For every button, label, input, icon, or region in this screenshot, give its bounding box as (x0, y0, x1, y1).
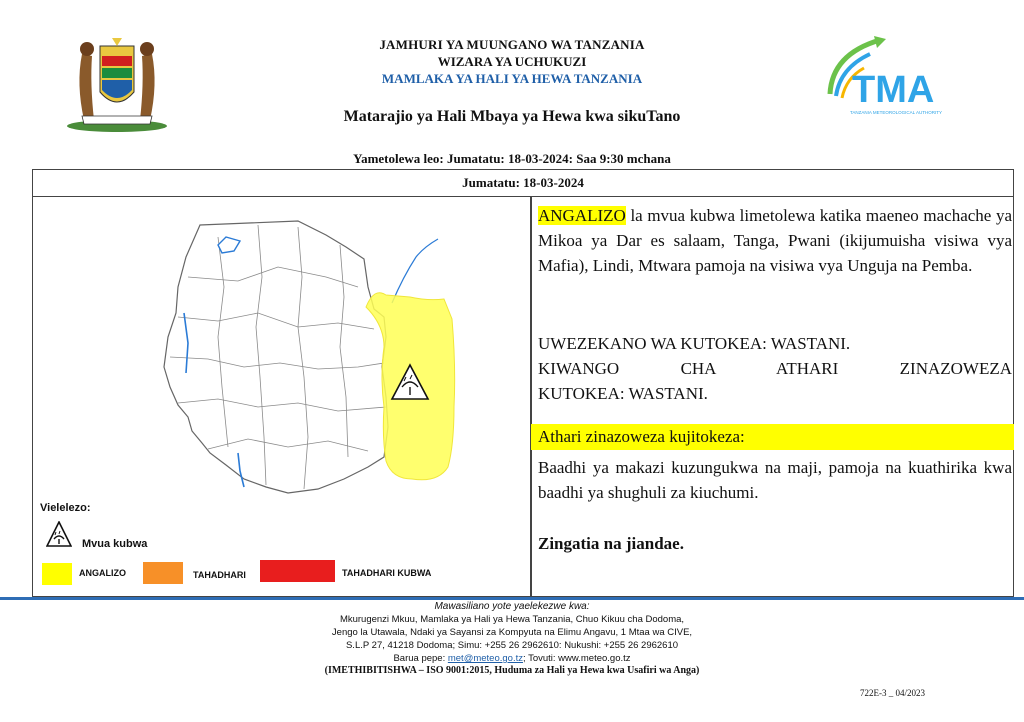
legend-angalizo-swatch (42, 563, 72, 585)
heavy-rain-icon (46, 521, 72, 547)
page-title: Matarajio ya Hali Mbaya ya Hewa kwa sikuTano (343, 108, 681, 125)
legend-tahadhari-label: TAHADHARI (193, 570, 246, 580)
angalizo-highlight: ANGALIZO (538, 206, 626, 225)
tma-logo (822, 34, 947, 124)
table-date-header: Jumatatu: 18-03-2024 (33, 170, 1013, 197)
impact-level-line2: KUTOKEA: WASTANI. (538, 384, 708, 403)
footer-address-line3: S.L.P 27, 41218 Dodoma; Simu: +255 26 2962610: Nukushi: +255 26 2962610 (345, 640, 679, 651)
closing-advice: Zingatia na jiandae. (538, 534, 684, 553)
website-text: ; Tovuti: www.meteo.go.tz (522, 653, 631, 664)
footer-intro: Mawasiliano yote yaelekezwe kwa: (434, 601, 590, 612)
tma-logo-tagline: TANZANIA METEOROLOGICAL AUTHORITY (850, 110, 943, 115)
footer-address-line1: Mkurugenzi Mkuu, Mamlaka ya Hali ya Hewa Tanzania, Chuo Kikuu cha Dodoma, (339, 614, 685, 625)
legend-heavy-rain-label: Mvua kubwa (82, 538, 148, 550)
legend-tahadhari-kubwa-swatch (260, 560, 335, 582)
tanzania-warning-map (148, 217, 468, 502)
email-label: Barua pepe: (393, 653, 448, 664)
legend-tahadhari-swatch (143, 562, 183, 584)
legend-title: Vielelezo: (40, 502, 91, 514)
form-code: 722E-3 _ 04/2023 (860, 688, 925, 698)
impacts-heading: Athari zinazoweza kujitokeza: (531, 424, 1014, 450)
legend-tahadhari-kubwa-label: TAHADHARI KUBWA (342, 568, 432, 578)
email-link[interactable]: met@meteo.go.tz (447, 653, 523, 664)
tma-logo-text: TMA (852, 69, 935, 111)
header-authority: MAMLAKA YA HALI YA HEWA TANZANIA (381, 71, 643, 86)
likelihood-text: UWEZEKANO WA KUTOKEA: WASTANI. (538, 334, 851, 353)
footer-certification: (IMETHIBITISHWA – ISO 9001:2015, Huduma za Hali ya Hewa kwa Usafiri wa Anga) (324, 665, 700, 676)
header-country: JAMHURI YA MUUNGANO WA TANZANIA (379, 37, 645, 52)
issued-date: Yametolewa leo: Jumatatu: 18-03-2024: Saa 9:30 mchana (353, 151, 671, 166)
header-ministry: WIZARA YA UCHUKUZI (437, 54, 587, 69)
legend-angalizo-label: ANGALIZO (79, 568, 126, 578)
impact-level-line1: KIWANGO CHA ATHARI ZINAZOWEZA (538, 359, 1012, 378)
warning-paragraph (538, 203, 1012, 278)
column-divider (530, 197, 532, 597)
footer-address-line2: Jengo la Utawala, Ndaki ya Sayansi za Kompyuta na Elimu Angavu, 1 Mtaa wa CIVE, (331, 627, 693, 638)
impacts-text: Baadhi ya makazi kuzungukwa na maji, pamoja na kuathirika kwa baadhi ya shughuli za kiuchumi. (538, 458, 1012, 502)
warning-text: la mvua kubwa limetolewa katika maeneo machache ya Mikoa ya Dar es salaam, Tanga, Pwani (ikijumuisha visiwa vya Mafia), Lindi, Mtwara pamoja na visiwa vya Unguja na Pemba. (538, 206, 1012, 275)
